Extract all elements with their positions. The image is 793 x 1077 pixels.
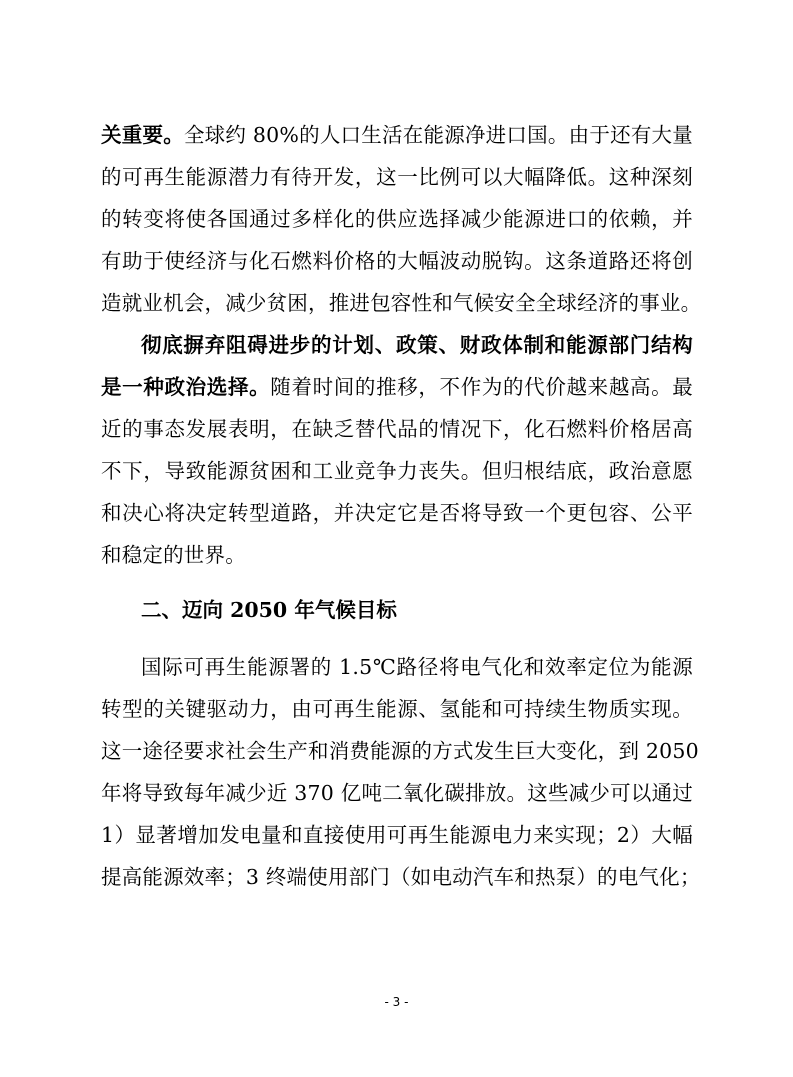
paragraph-2-bold-lead: 是一种政治选择。	[101, 375, 271, 399]
paragraph-2-line-5: 和决心将决定转型道路，并决定它是否将导致一个更包容、公平	[101, 501, 693, 525]
paragraph-1-line-3: 的转变将使各国通过多样化的供应选择减少能源进口的依赖，并	[101, 207, 693, 231]
paragraph-3-line-4: 年将导致每年减少近 370 亿吨二氧化碳排放。这些减少可以通过	[101, 781, 693, 805]
paragraph-3-line-3: 这一途径要求社会生产和消费能源的方式发生巨大变化，到 2050	[101, 739, 699, 763]
paragraph-1-line-2: 的可再生能源潜力有待开发，这一比例可以大幅降低。这种深刻	[101, 165, 693, 189]
paragraph-2-line-2-text: 随着时间的推移，不作为的代价越来越高。最	[270, 375, 693, 399]
paragraph-1-line-4: 有助于使经济与化石燃料价格的大幅波动脱钩。这条道路还将创	[101, 249, 693, 273]
paragraph-2-line-4: 不下，导致能源贫困和工业竞争力丧失。但归根结底，政治意愿	[101, 459, 693, 483]
paragraph-1-line-1-text: 全球约 80%的人口生活在能源净进口国。由于还有大量	[183, 123, 693, 147]
paragraph-3-line-5: 1）显著增加发电量和直接使用可再生能源电力来实现；2）大幅	[101, 823, 693, 847]
paragraph-2-line-6: 和稳定的世界。	[101, 543, 246, 567]
paragraph-1-line-5: 造就业机会，减少贫困，推进包容性和气候安全全球经济的事业。	[101, 291, 702, 315]
section-heading: 二、迈向 2050 年气候目标	[141, 598, 397, 622]
paragraph-2-line-1: 彻底摒弃阻碍进步的计划、政策、财政体制和能源部门结构	[141, 333, 693, 357]
paragraph-3-line-1: 国际可再生能源署的 1.5℃路径将电气化和效率定位为能源	[141, 655, 693, 679]
paragraph-1-line-1	[101, 118, 693, 152]
paragraph-2-line-2	[101, 370, 693, 404]
paragraph-2-line-3: 近的事态发展表明，在缺乏替代品的情况下，化石燃料价格居高	[101, 417, 693, 441]
paragraph-1-bold-lead: 关重要。	[101, 123, 184, 147]
paragraph-3-line-6: 提高能源效率；3 终端使用部门（如电动汽车和热泵）的电气化；	[101, 865, 701, 889]
paragraph-3-line-2: 转型的关键驱动力，由可再生能源、氢能和可持续生物质实现。	[101, 697, 693, 721]
page-number: - 3 -	[384, 995, 409, 1009]
